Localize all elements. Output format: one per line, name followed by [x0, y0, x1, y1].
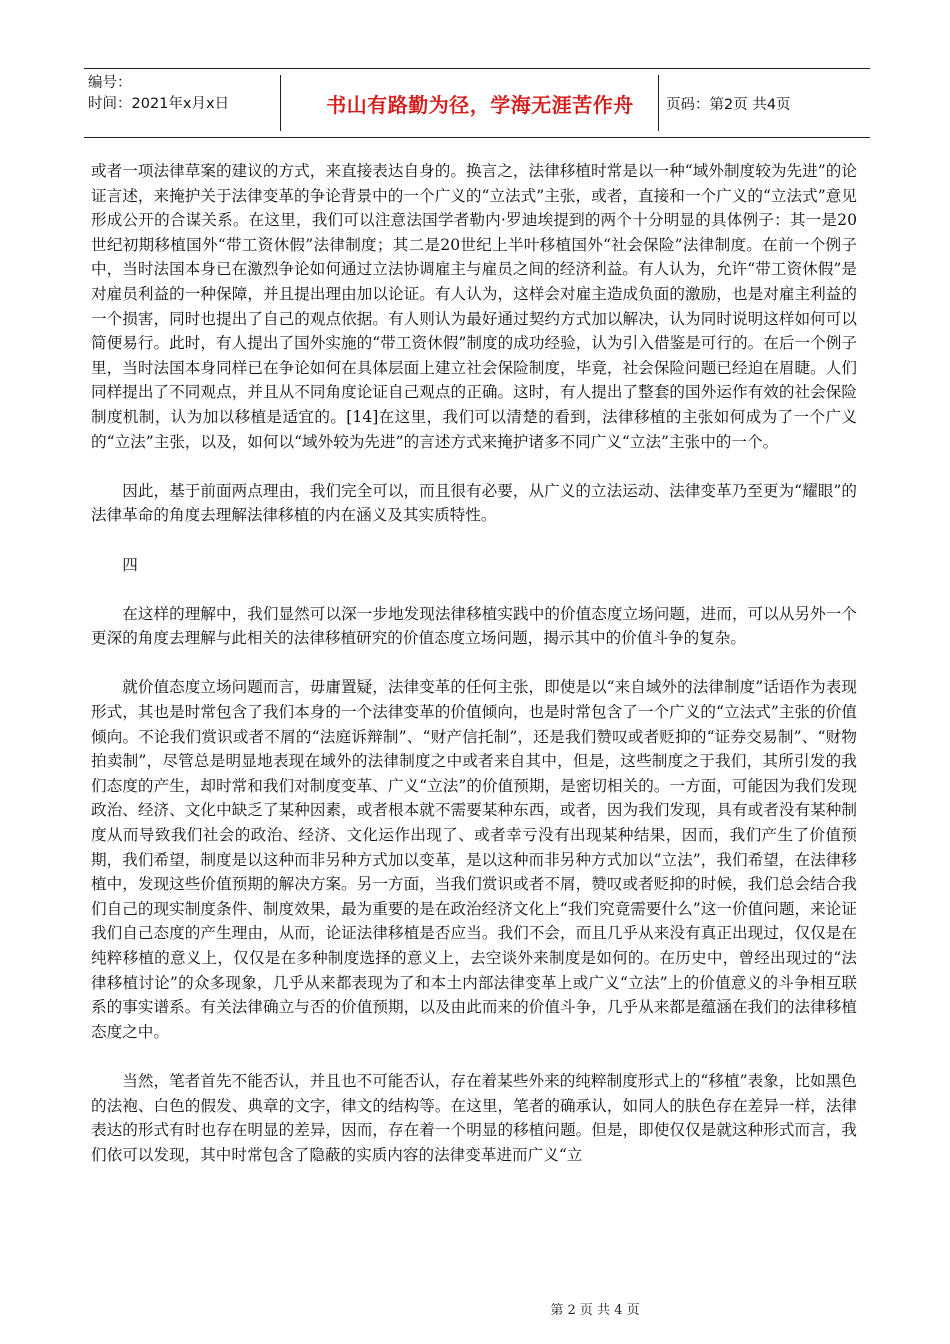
document-time-label: 时间：2021年x月x日 [88, 96, 230, 112]
document-number-label: 编号： [88, 75, 132, 91]
document-body [91, 159, 857, 1192]
paragraph: 当然，笔者首先不能否认，并且也不可能否认，存在着某些外来的纯粹制度形式上的“移植”表象，比如黑色的法袍、白色的假发、典章的文字，律文的结构等。在这里，笔者的确承认，如同人的肤色存在差异一样，法律表达的形式有时也存在明显的差异，因而，存在着一个明显的移植问题。但是，即使仅仅是就这种形式而言，我们依可以发现，其中时常包含了隐蔽的实质内容的法律变革进而广义“立 [91, 1071, 857, 1164]
footer-page-number: 第 2 页 共 4 页 [550, 1303, 640, 1318]
page-header [84, 68, 870, 138]
section-heading: 四 [122, 555, 138, 574]
paragraph: 因此，基于前面两点理由，我们完全可以，而且很有必要，从广义的立法运动、法律变革乃至更为“耀眼”的法律革命的角度去理解法律移植的内在涵义及其实质特性。 [91, 481, 857, 525]
header-meta [88, 73, 278, 115]
paragraph-continued: 或者一项法律草案的建议的方式，来直接表达自身的。换言之，法律移植时常是以一种“域外制度较为先进”的论证言述，来掩护关于法律变革的争论背景中的一个广义的“立法式”主张，或者，直接和一个广义的“立法式”意见形成公开的合谋关系。在这里，我们可以注意法国学者勒内·罗迪埃提到的两个十分明显的具体例子：其一是20世纪初期移植国外“带工资休假”法律制度；其二是20世纪上半叶移植国外“社会保险”法律制度。在前一个例子中，当时法国本身已在激烈争论如何通过立法协调雇主与雇员之间的经济利益。有人认为，允许“带工资休假”是对雇员利益的一种保障，并且提出理由加以论证。有人认为，这样会对雇主造成负面的激励，也是对雇主利益的一个损害，同时也提出了自己的观点依据。有人则认为最好通过契约方式加以解决，认为同时说明这样如何可以简便易行。此时，有人提出了国外实施的“带工资休假”制度的成功经验，认为引入借鉴是可行的。在后一个例子里，当时法国本身同样已在争论如何在具体层面上建立社会保险制度，毕竟，社会保险问题已经迫在眉睫。人们同样提出了不同观点，并且从不同角度论证自己观点的正确。这时，有人提出了整套的国外运作有效的社会保险制度机制，认为加以移植是适宜的。[14]在这里，我们可以清楚的看到，法律移植的主张如何成为了一个广义的“立法”主张，以及，如何以“域外较为先进”的言述方式来掩护诸多不同广义“立法”主张中的一个。 [91, 162, 857, 451]
page-footer [0, 1299, 950, 1318]
header-motto: 书山有路勤为径，学海无涯苦作舟 [326, 92, 634, 117]
header-divider-right [658, 75, 659, 131]
paragraph: 在这样的理解中，我们显然可以深一步地发现法律移植实践中的价值态度立场问题，进而，可以从另外一个更深的角度去理解与此相关的法律移植研究的价值态度立场问题，揭示其中的价值斗争的复杂。 [91, 604, 857, 648]
paragraph: 就价值态度立场问题而言，毋庸置疑，法律变革的任何主张，即使是以“来自域外的法律制度”话语作为表现形式，其也是时常包含了我们本身的一个法律变革的价值倾向，也是时常包含了一个广义的“立法式”主张的价值倾向。不论我们赏识或者不屑的“法庭诉辩制”、“财产信托制”，还是我们赞叹或者贬抑的“证券交易制”、“财物拍卖制”，尽管总是明显地表现在域外的法律制度之中或者来自其中，但是，这些制度之于我们，其所引发的我们态度的产生，却时常和我们对制度变革、广义“立法”的价值预期，是密切相关的。一方面，可能因为我们发现政治、经济、文化中缺乏了某种因素，或者根本就不需要某种东西，或者，因为我们发现，具有或者没有某种制度从而导致我们社会的政治、经济、文化运作出现了、或者幸亏没有出现某种结果，因而，我们产生了价值预期，我们希望，制度是以这种而非另种方式加以变革，是以这种而非另种方式加以“立法”，我们希望，在法律移植中，发现这些价值预期的解决方案。另一方面，当我们赏识或者不屑，赞叹或者贬抑的时候，我们总会结合我们自己的现实制度条件、制度效果，最为重要的是在政治经济文化上“我们究竟需要什么”这一价值问题，来论证我们自己态度的产生理由，从而，论证法律移植是否应当。我们不会，而且几乎从来没有真正出现过，仅仅是在纯粹移植的意义上，仅仅是在多种制度选择的意义上，去空谈外来制度是如何的。在历史中，曾经出现过的“法律移植讨论”的众多现象，几乎从来都表现为了和本土内部法律变革上或广义“立法”上的价值意义的斗争相互联系的事实谱系。有关法律确立与否的价值预期，以及由此而来的价值斗争，几乎从来都是蕴涵在我们的法律移植态度之中。 [91, 678, 857, 1041]
header-page-label: 页码：第2页 共4页 [666, 96, 791, 113]
